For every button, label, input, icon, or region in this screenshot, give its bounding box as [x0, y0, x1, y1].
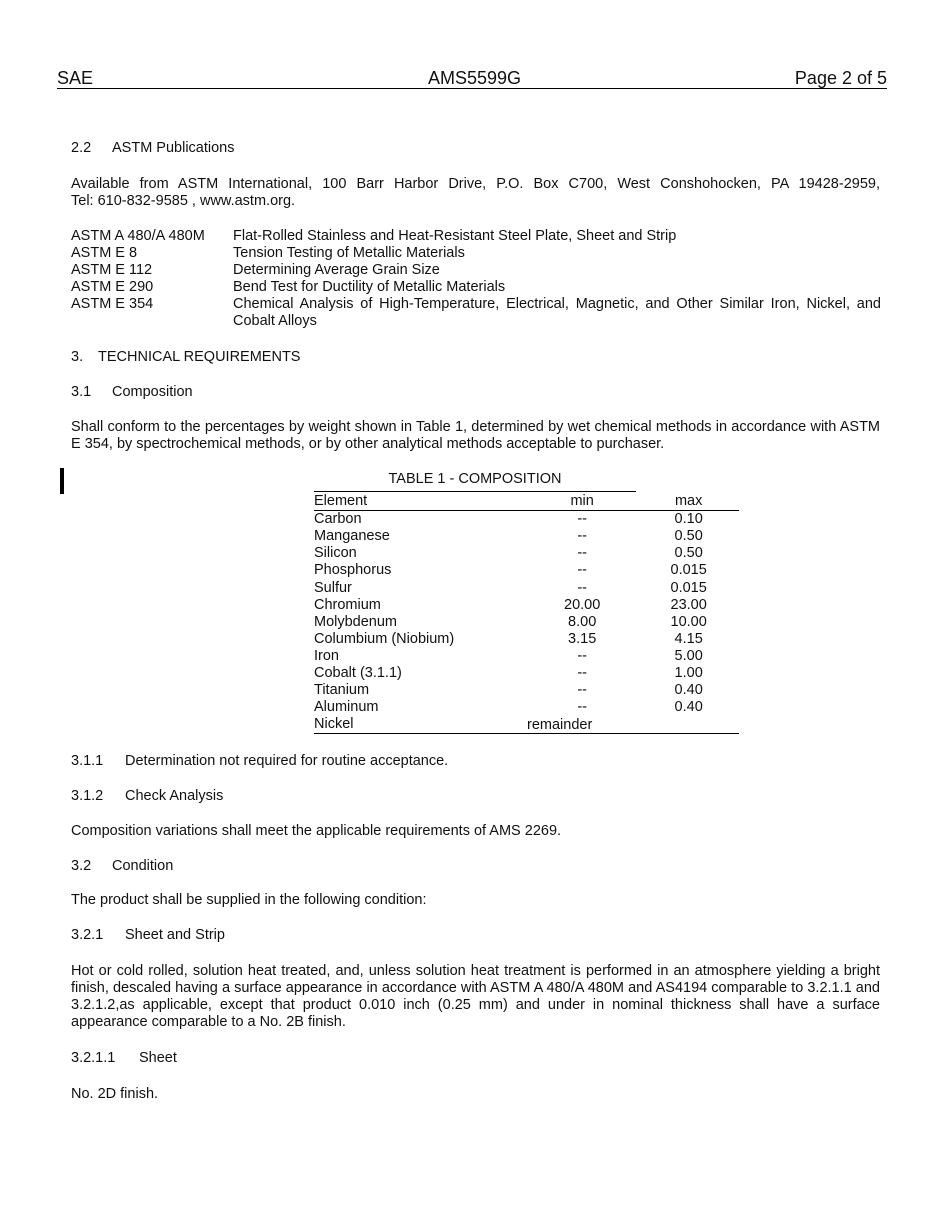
element-cell: Manganese	[314, 528, 390, 545]
reference-title: Determining Average Grain Size	[233, 262, 440, 278]
element-cell: Nickel	[314, 716, 354, 733]
min-cell: --	[577, 579, 587, 596]
reference-code: ASTM E 8	[71, 245, 138, 261]
section-3-2-title: Condition	[112, 858, 174, 874]
section-3-number: 3.	[71, 349, 84, 365]
max-cell: 5.00	[674, 647, 703, 664]
reference-row	[71, 279, 881, 296]
section-3-2-number: 3.2	[71, 858, 92, 874]
max-cell: 0.50	[674, 545, 703, 562]
reference-title: Flat-Rolled Stainless and Heat-Resistant Steel Plate, Sheet and Strip	[233, 228, 677, 244]
section-3-2-body: The product shall be supplied in the following condition:	[71, 892, 427, 908]
reference-title: Chemical Analysis of High-Temperature, Electrical, Magnetic, and Other Similar Iron, Nickel, and Cobalt Alloys	[233, 296, 881, 329]
max-cell: 23.00	[670, 596, 707, 613]
header-doc-number: AMS5599G	[428, 68, 522, 88]
max-cell: 0.015	[670, 562, 707, 579]
element-cell: Carbon	[314, 511, 362, 528]
section-2-2-intro-line2: Tel: 610-832-9585 , www.astm.org.	[71, 193, 296, 209]
table-row	[314, 545, 739, 562]
min-cell: --	[577, 545, 587, 562]
reference-title: Tension Testing of Metallic Materials	[233, 245, 465, 261]
section-3-2-1-1-title: Sheet	[139, 1050, 177, 1066]
section-3-1-1-number: 3.1.1	[71, 753, 104, 769]
element-cell: Phosphorus	[314, 562, 392, 579]
table-caption: TABLE 1 - COMPOSITION	[388, 471, 562, 487]
revision-change-bar	[60, 468, 64, 494]
min-cell: 3.15	[568, 630, 597, 647]
section-3-1-2-title: Check Analysis	[125, 788, 224, 804]
element-cell: Molybdenum	[314, 613, 398, 630]
section-3-2-1-number: 3.2.1	[71, 927, 104, 943]
min-cell: --	[577, 511, 587, 528]
table-top-rule	[314, 491, 636, 492]
section-2-2-title: ASTM Publications	[112, 140, 235, 156]
max-cell: 0.015	[670, 579, 707, 596]
max-cell: 0.10	[674, 511, 703, 528]
table-row	[314, 579, 739, 596]
section-3-1-2-body: Composition variations shall meet the applicable requirements of AMS 2269.	[71, 823, 562, 839]
element-cell: Sulfur	[314, 579, 352, 596]
section-3-1-2-number: 3.1.2	[71, 788, 104, 804]
reference-code: ASTM E 354	[71, 296, 154, 312]
max-cell: 0.50	[674, 528, 703, 545]
min-cell: 8.00	[568, 613, 597, 630]
column-header-element: Element	[314, 493, 368, 510]
table-row	[314, 614, 739, 631]
reference-code: ASTM A 480/A 480M	[71, 228, 205, 244]
table-row	[314, 511, 739, 529]
max-cell: 0.40	[674, 682, 703, 699]
element-cell: Iron	[314, 647, 339, 664]
min-cell: --	[577, 699, 587, 716]
header-page-number: Page 2 of 5	[794, 68, 887, 88]
max-cell: 1.00	[674, 664, 703, 681]
reference-title: Bend Test for Ductility of Metallic Materials	[233, 279, 506, 295]
section-3-1-title: Composition	[112, 384, 193, 400]
element-cell: Cobalt (3.1.1)	[314, 664, 402, 681]
element-cell: Aluminum	[314, 699, 379, 716]
table-row	[314, 699, 739, 716]
reference-code: ASTM E 290	[71, 279, 154, 295]
section-3-2-1-title: Sheet and Strip	[125, 927, 225, 943]
max-cell: 4.15	[674, 630, 703, 647]
reference-row	[71, 228, 881, 245]
section-2-2-number: 2.2	[71, 140, 92, 156]
section-3-1-number: 3.1	[71, 384, 92, 400]
section-3-1-body: Shall conform to the percentages by weight shown in Table 1, determined by wet chemical methods in accordance with ASTM E 354, by spectrochemical methods, or by other analytical methods acceptable to purchaser.	[71, 419, 880, 452]
max-cell: 0.40	[674, 699, 703, 716]
section-3-2-1-1-number: 3.2.1.1	[71, 1050, 116, 1066]
min-cell: --	[577, 664, 587, 681]
section-3-2-1-1-body: No. 2D finish.	[71, 1086, 159, 1102]
min-cell: 20.00	[564, 596, 601, 613]
element-cell: Columbium (Niobium)	[314, 630, 455, 647]
header-rule	[57, 88, 887, 89]
min-cell: --	[577, 682, 587, 699]
reference-row	[71, 262, 881, 279]
section-2-2-intro-line1: Available from ASTM International, 100 Barr Harbor Drive, P.O. Box C700, West Conshohocken, PA 19428-2959,	[71, 176, 880, 192]
table-row	[314, 648, 739, 665]
section-3-title: TECHNICAL REQUIREMENTS	[98, 349, 301, 365]
min-cell: --	[577, 528, 587, 545]
reference-row	[71, 245, 881, 262]
nickel-remainder-value: remainder	[527, 717, 593, 733]
reference-row	[71, 296, 881, 330]
table-row	[314, 597, 739, 614]
element-cell: Silicon	[314, 545, 357, 562]
reference-code: ASTM E 112	[71, 262, 153, 278]
table-row	[314, 528, 739, 545]
table-header-row	[314, 493, 739, 511]
table-row	[314, 682, 739, 699]
column-header-min: min	[570, 493, 594, 510]
section-3-1-1-text: Determination not required for routine acceptance.	[125, 753, 449, 769]
table-row	[314, 631, 739, 648]
element-cell: Chromium	[314, 596, 381, 613]
min-cell: --	[577, 647, 587, 664]
section-3-2-1-body: Hot or cold rolled, solution heat treated, and, unless solution heat treatment is performed in an atmosphere yielding a bright finish, descaled having a surface appearance in accordance with ASTM A 480/A 480M and AS4194 comparable to 3.2.1.1 and 3.2.1.2,as applicable, except that product 0.010 inch (0.25 mm) and under in nominal thickness shall have a surface appearance comparable to a No. 2B finish.	[71, 963, 880, 1030]
element-cell: Titanium	[314, 682, 370, 699]
composition-table	[314, 493, 739, 734]
table-row	[314, 665, 739, 682]
max-cell: 10.00	[670, 613, 707, 630]
min-cell: --	[577, 562, 587, 579]
table-row	[314, 562, 739, 579]
column-header-max: max	[674, 493, 703, 510]
header-left: SAE	[57, 68, 94, 88]
